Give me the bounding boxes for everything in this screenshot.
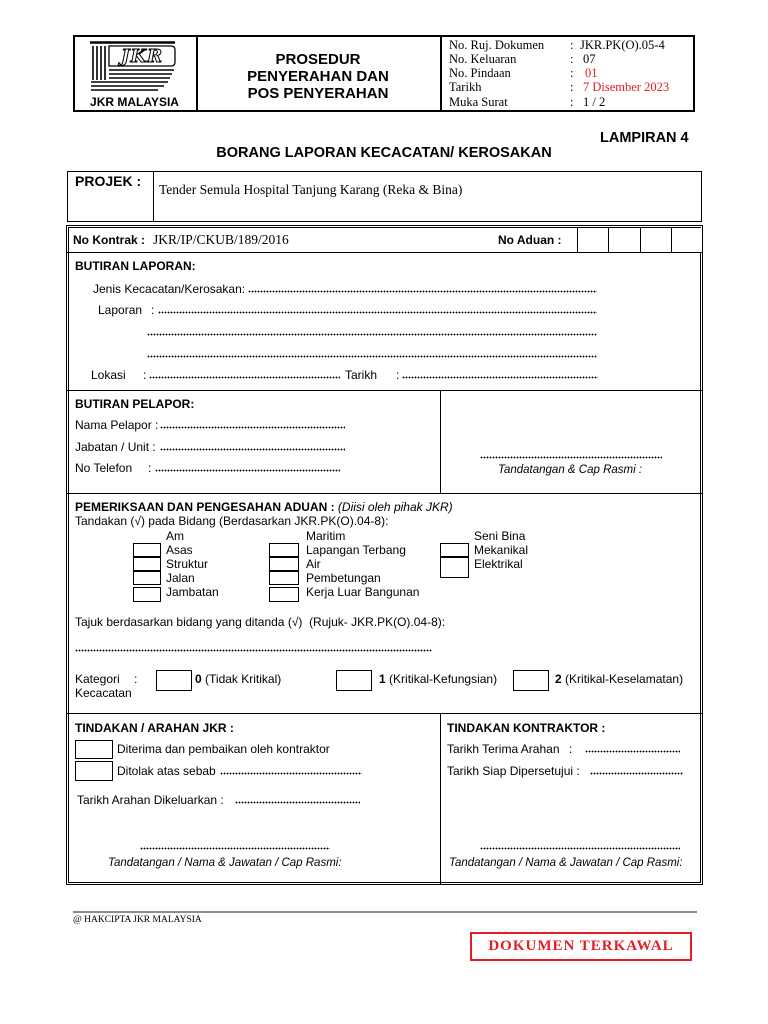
field-maritim: Maritim [306, 529, 346, 543]
field-lapangan-terbang-checkbox[interactable] [269, 543, 299, 557]
reporter-dept-field[interactable] [160, 448, 345, 451]
category-colon: : [134, 672, 138, 686]
doc-info-colon: : [570, 66, 574, 80]
annex-label: LAMPIRAN 4 [600, 130, 689, 146]
field-pembetungan-checkbox[interactable] [269, 571, 299, 585]
location-colon: : [143, 368, 147, 382]
project-label: PROJEK : [75, 173, 142, 189]
procedure-title [196, 51, 440, 102]
jkr-signature-field[interactable] [140, 847, 330, 850]
category-code: 0 [195, 672, 202, 686]
accepted-checkbox[interactable] [75, 740, 113, 759]
reporter-signature-label: Tandatangan & Cap Rasmi : [498, 464, 643, 476]
complaint-number-cell[interactable] [640, 228, 672, 252]
row-divider [67, 713, 702, 714]
project-divider [153, 171, 154, 222]
field-kerja-luar-bangunan: Kerja Luar Bangunan [306, 585, 420, 599]
jkr-signature-label: Tandatangan / Nama & Jawatan / Cap Rasmi: [108, 857, 342, 869]
doc-ref-label: No. Ruj. Dokumen [449, 38, 545, 52]
contract-number: JKR/IP/CKUB/189/2016 [153, 232, 289, 247]
field-mekanikal-checkbox[interactable] [440, 543, 469, 557]
field-pembetungan: Pembetungan [306, 571, 381, 585]
category-option-1 [379, 672, 497, 686]
category-label-2: Kecacatan [75, 686, 132, 700]
field-jalan-checkbox[interactable] [133, 571, 161, 585]
category-text: (Tidak Kritikal) [205, 672, 282, 686]
reporter-name-label: Nama Pelapor : [75, 418, 159, 432]
field-elektrikal-checkbox[interactable] [440, 557, 469, 578]
complaint-number-label: No Aduan : [498, 233, 562, 247]
controlled-document-text: DOKUMEN TERKAWAL [488, 938, 674, 954]
project-value: Tender Semula Hospital Tanjung Karang (Reka & Bina) [159, 182, 463, 197]
contractor-signature-label: Tandatangan / Nama & Jawatan / Cap Rasmi: [449, 857, 683, 869]
report-date-field[interactable] [402, 376, 598, 379]
procedure-title-line: PROSEDUR [275, 51, 361, 68]
location-label: Lokasi [91, 368, 126, 382]
doc-info-colon: : [570, 52, 574, 66]
field-struktur: Struktur [166, 557, 209, 571]
report-date-label: Tarikh [345, 368, 378, 382]
field-mekanikal: Mekanikal [474, 543, 529, 557]
reporter-signature-field[interactable] [480, 456, 662, 459]
procedure-title-line: POS PENYERAHAN [247, 85, 389, 102]
form-title: BORANG LAPORAN KECACATAN/ KEROSAKAN [216, 145, 552, 161]
jkr-logo [88, 40, 178, 92]
defect-type-label: Jenis Kecacatan/Kerosakan: [93, 282, 246, 296]
defect-type-field[interactable] [248, 290, 597, 293]
report-heading: BUTIRAN LAPORAN: [75, 259, 196, 273]
contract-label: No Kontrak : [73, 233, 145, 247]
row-divider [67, 493, 702, 494]
field-jambatan-checkbox[interactable] [133, 587, 161, 602]
header-divider [440, 35, 442, 112]
copyright-text: @ HAKCIPTA JKR MALAYSIA [73, 915, 202, 925]
inspection-heading-line [75, 500, 453, 514]
doc-date-value: 7 Disember 2023 [583, 80, 670, 94]
title-field[interactable] [75, 649, 432, 652]
field-elektrikal: Elektrikal [474, 557, 523, 571]
category-2-checkbox[interactable] [513, 670, 549, 691]
complaint-number-cell[interactable] [577, 228, 609, 252]
issued-date-field[interactable] [235, 801, 360, 804]
doc-ref-value: JKR.PK(O).05-4 [580, 38, 665, 52]
report-field[interactable] [147, 355, 597, 358]
category-code: 1 [379, 672, 386, 686]
agreed-date-field[interactable] [590, 772, 683, 775]
received-date-label: Tarikh Terima Arahan [447, 742, 560, 756]
field-seni-bina: Seni Bina [474, 529, 526, 543]
field-kerja-luar-bangunan-checkbox[interactable] [269, 587, 299, 602]
title-instruction: Tajuk berdasarkan bidang yang ditanda (√) (Rujuk- JKR.PK(O).04-8): [75, 615, 446, 629]
reporter-name-field[interactable] [160, 426, 345, 429]
report-field[interactable] [158, 311, 597, 314]
field-asas-checkbox[interactable] [133, 543, 161, 557]
doc-page-value: 1 / 2 [583, 95, 606, 109]
row-divider [67, 252, 702, 253]
category-code: 2 [555, 672, 562, 686]
category-text: (Kritikal-Keselamatan) [565, 672, 684, 686]
report-label: Laporan [98, 303, 143, 317]
contractor-action-heading: TINDAKAN KONTRAKTOR : [447, 721, 606, 735]
field-jambatan: Jambatan [166, 585, 219, 599]
org-name: JKR MALAYSIA [90, 95, 179, 109]
field-struktur-checkbox[interactable] [133, 557, 161, 571]
field-air: Air [306, 557, 321, 571]
report-field[interactable] [147, 333, 597, 336]
category-1-checkbox[interactable] [336, 670, 372, 691]
complaint-number-cell[interactable] [608, 228, 641, 252]
inspection-heading: PEMERIKSAAN DAN PENGESAHAN ADUAN : [75, 500, 335, 514]
column-divider [440, 390, 441, 493]
rejected-checkbox[interactable] [75, 761, 113, 781]
category-option-2 [555, 672, 683, 686]
doc-info-colon: : [570, 80, 574, 94]
category-label: Kategori [75, 672, 120, 686]
doc-amendment-label: No. Pindaan [449, 66, 511, 80]
inspection-instruction: Tandakan (√) pada Bidang (Berdasarkan JKR.PK(O).04-8): [75, 514, 389, 528]
field-asas: Asas [166, 543, 193, 557]
field-lapangan-terbang: Lapangan Terbang [306, 543, 406, 557]
category-0-checkbox[interactable] [156, 670, 192, 691]
controlled-document-stamp [470, 932, 692, 961]
reporter-phone-colon: : [148, 461, 152, 475]
issued-date-label: Tarikh Arahan Dikeluarkan : [77, 793, 224, 807]
inspection-heading-note: (Diisi oleh pihak JKR) [337, 500, 453, 514]
report-colon: : [151, 303, 155, 317]
doc-page-label: Muka Surat [449, 95, 508, 109]
received-date-field[interactable] [585, 750, 680, 753]
row-divider [67, 390, 702, 391]
received-date-colon: : [569, 742, 573, 756]
doc-info-colon: : [570, 95, 574, 109]
category-option-0 [195, 672, 281, 686]
field-air-checkbox[interactable] [269, 557, 299, 571]
location-field[interactable] [149, 376, 340, 379]
reporter-dept-label: Jabatan / Unit : [75, 440, 156, 454]
field-am: Am [166, 529, 184, 543]
column-divider [440, 713, 441, 884]
footer-rule [73, 911, 697, 913]
rejection-reason-field[interactable] [220, 772, 362, 775]
reporter-heading: BUTIRAN PELAPOR: [75, 397, 195, 411]
doc-issue-label: No. Keluaran [449, 52, 517, 66]
reporter-phone-field[interactable] [155, 469, 340, 472]
agreed-date-label: Tarikh Siap Dipersetujui : [447, 764, 580, 778]
doc-info-colon: : [570, 38, 574, 52]
doc-issue-value: 07 [583, 52, 596, 66]
doc-date-label: Tarikh [449, 80, 482, 94]
accepted-label: Diterima dan pembaikan oleh kontraktor [117, 742, 330, 756]
report-date-colon: : [396, 368, 400, 382]
procedure-title-line: PENYERAHAN DAN [247, 68, 389, 85]
jkr-logo-text: JKR [120, 46, 164, 67]
rejected-label: Ditolak atas sebab [117, 764, 216, 778]
field-jalan: Jalan [166, 571, 195, 585]
category-text: (Kritikal-Kefungsian) [389, 672, 498, 686]
complaint-number-cell[interactable] [671, 228, 701, 252]
reporter-phone-label: No Telefon [75, 461, 133, 475]
doc-amendment-value: 01 [585, 66, 598, 80]
jkr-action-heading: TINDAKAN / ARAHAN JKR : [75, 721, 234, 735]
contractor-signature-field[interactable] [480, 847, 680, 850]
